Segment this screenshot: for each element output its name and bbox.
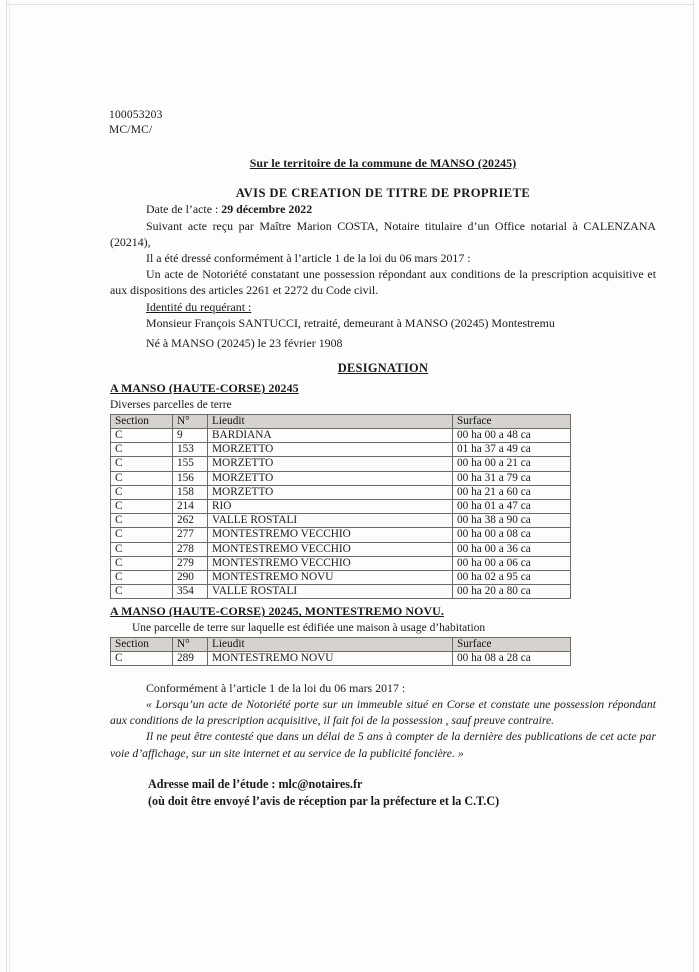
cell-section: C: [111, 485, 173, 499]
acte-date-line: [110, 201, 656, 217]
table-row: [111, 652, 571, 666]
document-reference-block: [109, 108, 163, 138]
table-row: [111, 429, 571, 443]
parcels-table-2-head: [111, 637, 571, 651]
column-header-1: N°: [173, 414, 208, 428]
cell-lieudit: MORZETTO: [208, 443, 453, 457]
section1-table-wrapper: [110, 414, 656, 600]
section2-heading: A MANSO (HAUTE-CORSE) 20245, MONTESTREMO NOVU.: [110, 604, 444, 619]
cell-lieudit: VALLE ROSTALI: [208, 514, 453, 528]
footer-conformement: Conformément à l’article 1 de la loi du 06 mars 2017 :: [146, 681, 406, 696]
table-row: [111, 528, 571, 542]
cell-section: C: [111, 542, 173, 556]
legal-quote-block: [110, 697, 656, 763]
paragraph-notaire: Suivant acte reçu par Maître Marion COSTA, Notaire titulaire d’un Office notarial à CALENZANA (20214),: [110, 218, 656, 249]
table-row: [111, 457, 571, 471]
cell-surface: 00 ha 00 a 06 ca: [453, 556, 571, 570]
cell-section: C: [111, 471, 173, 485]
cell-surface: 00 ha 02 a 95 ca: [453, 571, 571, 585]
cell-lieudit: MONTESTREMO VECCHIO: [208, 556, 453, 570]
document-body: [110, 155, 656, 809]
cell-n: 155: [173, 457, 208, 471]
table-row: [111, 514, 571, 528]
column-header-3: Surface: [453, 637, 571, 651]
contact-note-line: (où doit être envoyé l’avis de réception par la préfecture et la C.T.C): [148, 793, 500, 808]
cell-lieudit: VALLE ROSTALI: [208, 585, 453, 599]
cell-surface: 00 ha 00 a 21 ca: [453, 457, 571, 471]
cell-n: 9: [173, 429, 208, 443]
reference-number: 100053203: [109, 109, 163, 121]
cell-n: 278: [173, 542, 208, 556]
commune-heading: Sur le territoire de la commune de MANSO (20245): [249, 156, 517, 170]
column-header-0: Section: [111, 637, 173, 651]
table-header-row: [111, 414, 571, 428]
cell-section: C: [111, 514, 173, 528]
table-row: [111, 571, 571, 585]
cell-lieudit: MONTESTREMO NOVU: [208, 652, 453, 666]
identite-requerant-label-wrap: [110, 299, 656, 315]
cell-section: C: [111, 457, 173, 471]
cell-surface: 00 ha 00 a 48 ca: [453, 429, 571, 443]
column-header-2: Lieudit: [208, 414, 453, 428]
acte-date-label: Date de l’acte :: [146, 202, 222, 217]
paragraph-naissance: Né à MANSO (20245) le 23 février 1908: [146, 336, 343, 351]
table-row: [111, 585, 571, 599]
cell-surface: 01 ha 37 a 49 ca: [453, 443, 571, 457]
cell-surface: 00 ha 08 a 28 ca: [453, 652, 571, 666]
legal-quote-paragraph-1: « Lorsqu’un acte de Notoriété porte sur un immeuble situé en Corse et constate une possession répondant aux conditions de la prescription acquisitive, il fait foi de la possession , sauf preuve contraire.: [110, 697, 656, 727]
scan-edge-left: [6, 0, 7, 972]
scan-edge-top: [7, 4, 693, 5]
cell-lieudit: MONTESTREMO NOVU: [208, 571, 453, 585]
cell-surface: 00 ha 01 a 47 ca: [453, 500, 571, 514]
paragraph-notoriete: Un acte de Notoriété constatant une possession répondant aux conditions de la prescription acquisitive et aux dispositions des articles 2261 et 2272 du Code civil.: [110, 267, 656, 298]
contact-email-line: Adresse mail de l’étude : mlc@notaires.fr: [148, 777, 363, 792]
table-header-row: [111, 637, 571, 651]
legal-quote-paragraph-2: Il ne peut être contesté que dans un délai de 5 ans à compter de la dernière des publications de cet acte par voie d’affichage, sur un site internet et au service de la publicité foncière. »: [110, 730, 656, 760]
cell-lieudit: MONTESTREMO VECCHIO: [208, 542, 453, 556]
cell-section: C: [111, 443, 173, 457]
cell-surface: 00 ha 31 a 79 ca: [453, 471, 571, 485]
reference-initials: MC/MC/: [109, 124, 153, 136]
cell-section: C: [111, 571, 173, 585]
scan-edge-left-inner: [9, 0, 10, 972]
designation-heading: DESIGNATION: [337, 361, 429, 376]
section1-heading: A MANSO (HAUTE-CORSE) 20245: [110, 381, 299, 396]
table-row: [111, 471, 571, 485]
column-header-2: Lieudit: [208, 637, 453, 651]
cell-lieudit: MORZETTO: [208, 485, 453, 499]
cell-surface: 00 ha 38 a 90 ca: [453, 514, 571, 528]
paragraph-dresse: Il a été dressé conformément à l’article 1 de la loi du 06 mars 2017 :: [146, 251, 471, 266]
cell-section: C: [111, 528, 173, 542]
section2-table-wrapper: [110, 637, 656, 666]
cell-surface: 00 ha 00 a 36 ca: [453, 542, 571, 556]
cell-lieudit: MONTESTREMO VECCHIO: [208, 528, 453, 542]
cell-n: 354: [173, 585, 208, 599]
cell-lieudit: MORZETTO: [208, 471, 453, 485]
column-header-1: N°: [173, 637, 208, 651]
parcels-table-1-body: [111, 429, 571, 599]
table-row: [111, 500, 571, 514]
cell-n: 153: [173, 443, 208, 457]
parcels-table-1: [110, 414, 571, 600]
parcels-table-1-head: [111, 414, 571, 428]
cell-surface: 00 ha 21 a 60 ca: [453, 485, 571, 499]
contact-block: [110, 776, 656, 809]
table-row: [111, 542, 571, 556]
cell-surface: 00 ha 20 a 80 ca: [453, 585, 571, 599]
parcels-table-2-body: [111, 652, 571, 666]
column-header-0: Section: [111, 414, 173, 428]
table-row: [111, 443, 571, 457]
paragraph-requerant: Monsieur François SANTUCCI, retraité, demeurant à MANSO (20245) Montestremu: [146, 315, 555, 330]
cell-n: 279: [173, 556, 208, 570]
column-header-3: Surface: [453, 414, 571, 428]
identite-requerant-label: Identité du requérant :: [146, 299, 252, 314]
cell-lieudit: BARDIANA: [208, 429, 453, 443]
section1-subtitle: Diverses parcelles de terre: [110, 398, 232, 411]
cell-n: 289: [173, 652, 208, 666]
cell-n: 214: [173, 500, 208, 514]
page-title: AVIS DE CREATION DE TITRE DE PROPRIETE: [235, 186, 531, 201]
cell-n: 277: [173, 528, 208, 542]
acte-date-value: 29 décembre 2022: [221, 202, 313, 217]
cell-n: 158: [173, 485, 208, 499]
cell-section: C: [111, 500, 173, 514]
cell-section: C: [111, 652, 173, 666]
table-row: [111, 556, 571, 570]
cell-section: C: [111, 585, 173, 599]
scan-edge-right: [693, 0, 694, 972]
cell-n: 290: [173, 571, 208, 585]
cell-lieudit: MORZETTO: [208, 457, 453, 471]
cell-lieudit: RIO: [208, 500, 453, 514]
cell-n: 156: [173, 471, 208, 485]
cell-section: C: [111, 556, 173, 570]
parcels-table-2: [110, 637, 571, 666]
cell-surface: 00 ha 00 a 08 ca: [453, 528, 571, 542]
cell-section: C: [111, 429, 173, 443]
section2-subtitle: Une parcelle de terre sur laquelle est édifiée une maison à usage d’habitation: [132, 621, 486, 634]
table-row: [111, 485, 571, 499]
cell-n: 262: [173, 514, 208, 528]
